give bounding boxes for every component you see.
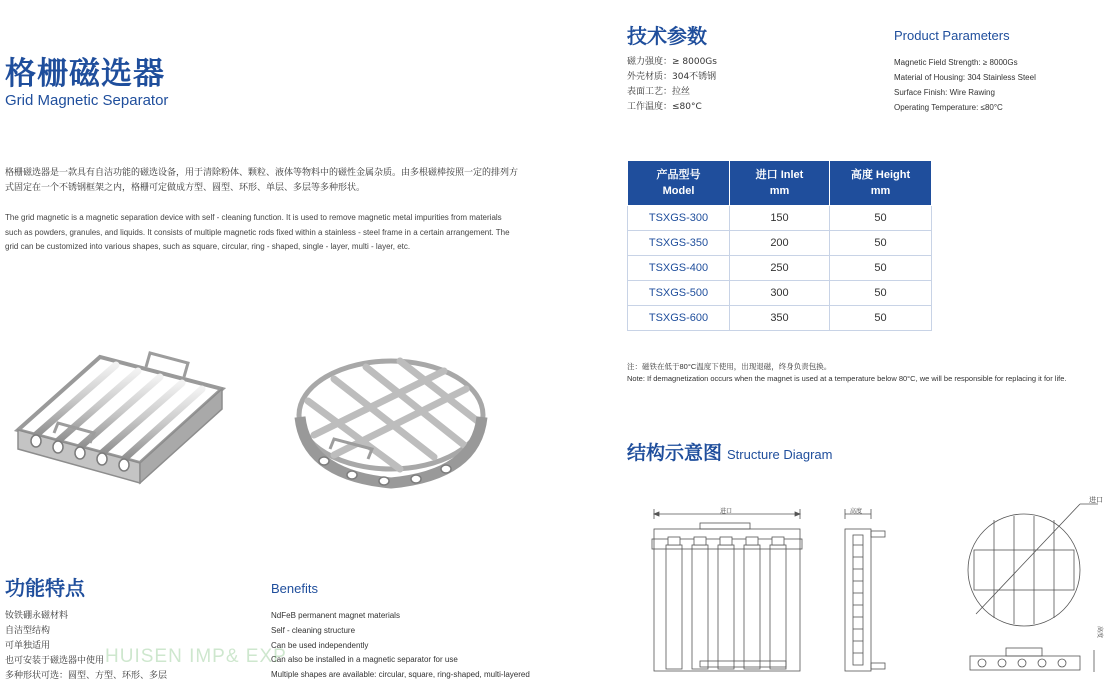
list-item: 自洁型结构 (5, 626, 51, 636)
cell-model: TSXGS-400 (628, 256, 730, 281)
header-inlet: 进口 Inlet mm (730, 161, 830, 206)
spec-item: 磁力强度：≥ 8000Gs (627, 57, 717, 67)
structure-title-cn: 结构示意图 (627, 442, 723, 464)
spec-item: Surface Finish: Wire Rawing (894, 88, 995, 97)
tech-params-title: 技术参数 (627, 24, 707, 48)
structure-diagram-title (627, 438, 833, 465)
spec-list-cn (627, 55, 717, 115)
temperature-note (627, 361, 1066, 385)
features-title: 功能特点 (5, 576, 85, 600)
list-item: Multiple shapes are available: circular, square, ring-shaped, multi-layered (271, 670, 530, 680)
note-en: Note: If demagnetization occurs when the magnet is used at a temperature below 80°C, we will be responsible for replacing it for life. (627, 374, 1067, 383)
list-item: 可单独适用 (5, 641, 51, 651)
square-grid-photo (12, 345, 230, 495)
spec-item: 外壳材质：304不锈钢 (627, 72, 717, 82)
cell-height: 50 (830, 256, 932, 281)
features-list-en (271, 609, 530, 683)
benefits-title: Benefits (271, 581, 318, 596)
front-view-drawing (650, 505, 808, 675)
cell-model: TSXGS-300 (628, 206, 730, 231)
spec-item: Magnetic Field Strength: ≥ 8000Gs (894, 58, 1018, 67)
note-cn: 注：磁铁在低于80°C温度下使用，出现退磁，终身负责包换。 (627, 362, 832, 371)
table-row (628, 231, 932, 256)
cell-inlet: 200 (730, 231, 830, 256)
spec-item: Operating Temperature: ≤80°C (894, 103, 1003, 112)
cell-model: TSXGS-500 (628, 281, 730, 306)
page-subtitle: Grid Magnetic Separator (5, 92, 169, 109)
product-params-title: Product Parameters (894, 28, 1010, 43)
header-height: 高度 Height mm (830, 161, 932, 206)
height-label: 高度 (850, 508, 863, 515)
list-item: Can also be installed in a magnetic separator for use (271, 655, 458, 665)
cell-height: 50 (830, 231, 932, 256)
cell-model: TSXGS-350 (628, 231, 730, 256)
table-row (628, 206, 932, 231)
table-row (628, 306, 932, 331)
cell-model: TSXGS-600 (628, 306, 730, 331)
page-title: 格栅磁选器 (5, 56, 165, 92)
table-header-row (628, 161, 932, 206)
cell-inlet: 300 (730, 281, 830, 306)
spec-item: Material of Housing: 304 Stainless Steel (894, 73, 1036, 82)
table-row (628, 256, 932, 281)
list-item: 也可安装于磁选器中使用 (5, 656, 105, 666)
list-item: Self - cleaning structure (271, 625, 356, 635)
cell-height: 50 (830, 206, 932, 231)
header-model: 产品型号 Model (628, 161, 730, 206)
spec-list-en (894, 55, 1036, 115)
cell-height: 50 (830, 281, 932, 306)
round-inlet-label: 进口 (1089, 496, 1103, 504)
list-item: NdFeB permanent magnet materials (271, 611, 400, 620)
cell-inlet: 250 (730, 256, 830, 281)
list-item: 多种形状可选：圆型、方型、环形、多层 (5, 671, 168, 681)
spec-item: 表面工艺：拉丝 (627, 87, 691, 97)
list-item: 钕铁硼永磁材料 (5, 611, 69, 621)
inlet-label: 进口 (720, 508, 733, 515)
watermark: HUISEN IMP& EXP (105, 646, 287, 667)
round-view-drawing (960, 490, 1110, 680)
round-height-label: 高度 (1096, 626, 1103, 639)
cell-inlet: 350 (730, 306, 830, 331)
round-grid-photo (294, 345, 489, 493)
structure-title-en: Structure Diagram (727, 447, 833, 462)
cell-inlet: 150 (730, 206, 830, 231)
table-row (628, 281, 932, 306)
list-item: Can be used independently (271, 640, 369, 650)
description-en: The grid magnetic is a magnetic separation device with self - cleaning function. It is used to remove magnetic metal impurities from materials such as powders, granules, and liquids. It consists of multiple magnetic rods fixed within a stainless - steel frame in a certain arrangement. The grid can be customized into various shapes, such as square, circular, ring - shaped, single - layer, multi - layer, etc. (5, 213, 510, 251)
side-view-drawing (835, 505, 890, 675)
cell-height: 50 (830, 306, 932, 331)
spec-item: 工作温度：≤80°C (627, 102, 702, 112)
description-cn: 格栅磁选器是一款具有自洁功能的磁选设备，用于清除粉体、颗粒、液体等物料中的磁性金属杂质。由多根磁棒按照一定的排列方式固定在一个不锈钢框架之内，格栅可定做成方型、圆型、环形、单层、多层等多种形状。 (5, 168, 519, 193)
parameter-table (627, 160, 932, 331)
